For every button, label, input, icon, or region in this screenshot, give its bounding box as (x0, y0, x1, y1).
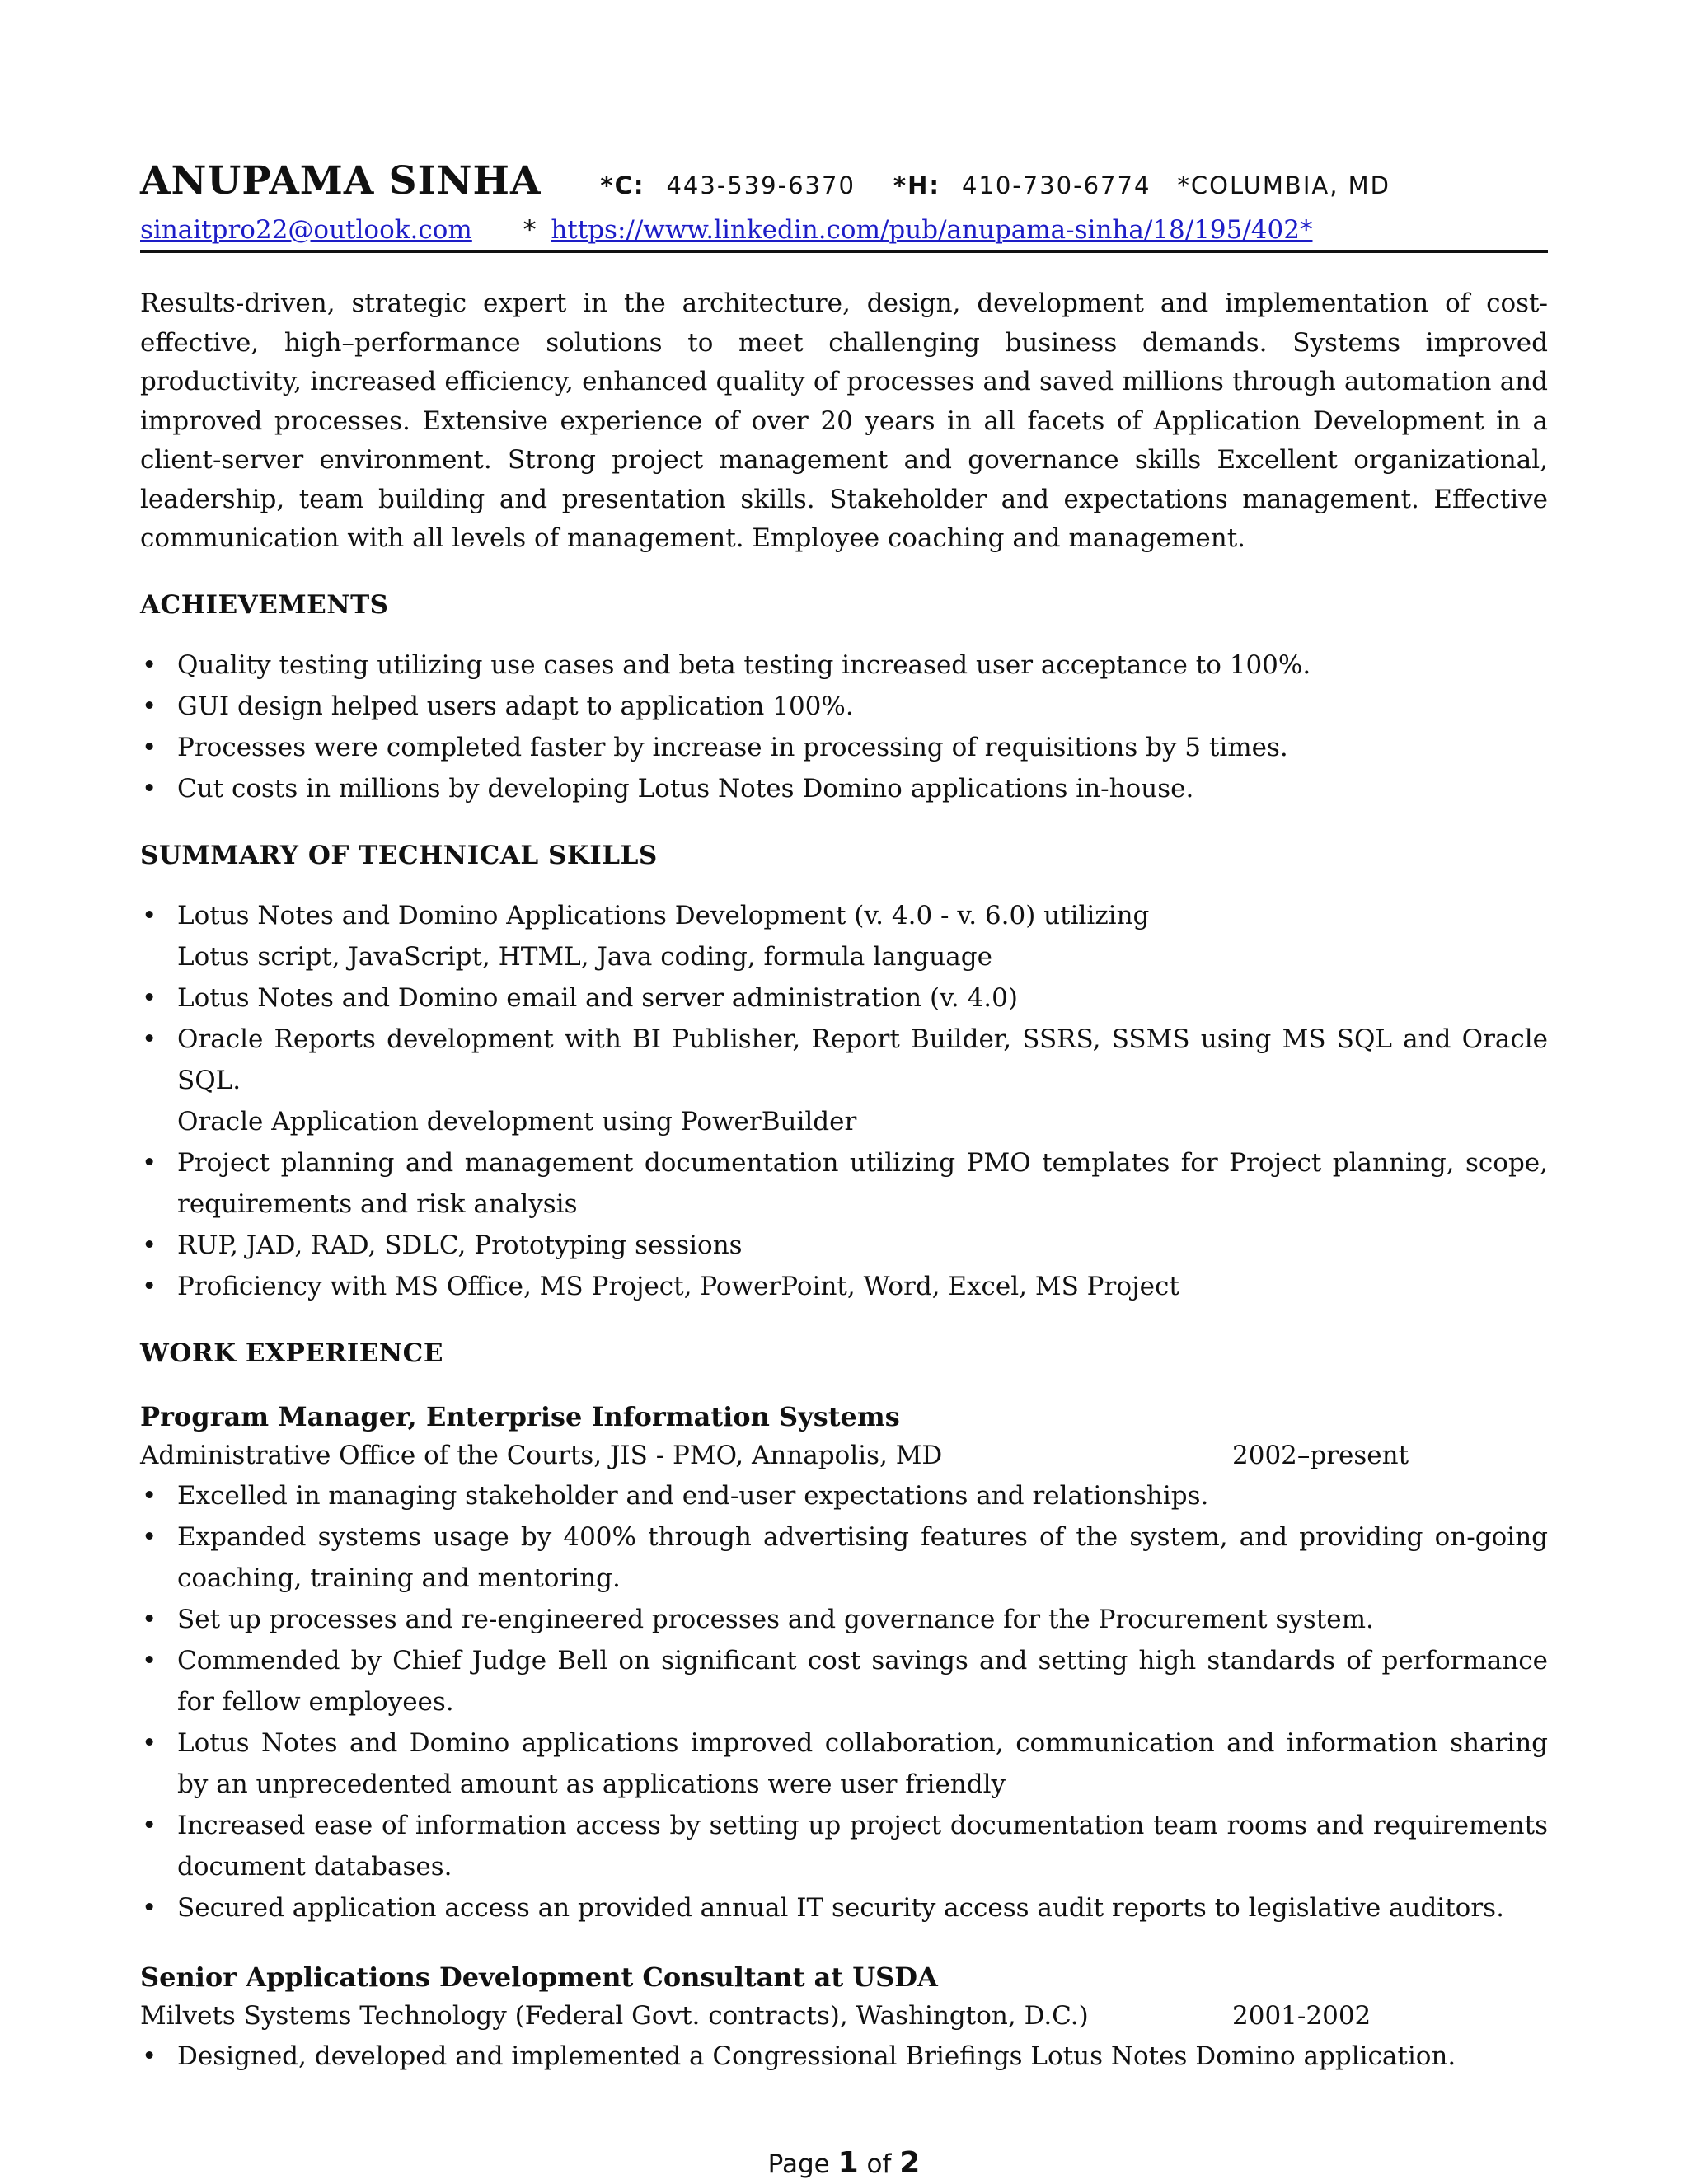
job-employer-line (140, 1996, 1548, 2036)
page-total: 2 (899, 2146, 921, 2180)
bullet-icon: • (142, 1024, 157, 1054)
page-current: 1 (837, 2146, 859, 2180)
bullet-icon: • (142, 1645, 157, 1675)
job-dates: 2001-2002 (1232, 2000, 1372, 2031)
bullet-icon: • (142, 1727, 157, 1758)
email-link[interactable]: sinaitpro22@outlook.com (140, 215, 472, 245)
cell-label: *C: (600, 171, 645, 199)
bullet-icon: • (142, 1892, 157, 1923)
job-duties-list (140, 1475, 1548, 1929)
location: *COLUMBIA, MD (1177, 171, 1390, 199)
list-item: • Set up processes and re-engineered processes and governance for the Procurement system. (140, 1599, 1548, 1640)
list-item: • GUI design helped users adapt to application 100%. (140, 686, 1548, 727)
list-item: • Lotus Notes and Domino Applications Development (v. 4.0 - v. 6.0) utilizing Lotus script, JavaScript, HTML, Java coding, formula language (140, 895, 1548, 977)
list-item: • Excelled in managing stakeholder and end-user expectations and relationships. (140, 1475, 1548, 1516)
bullet-icon: • (142, 691, 157, 721)
bullet-icon: • (142, 2041, 157, 2071)
list-item: • Project planning and management documentation utilizing PMO templates for Project planning, scope, requirements and risk analysis (140, 1142, 1548, 1225)
job-employer: Milvets Systems Technology (Federal Govt. contracts), Washington, D.C.) (140, 2000, 1089, 2031)
list-item: • Increased ease of information access by setting up project documentation team rooms and requirements document databases. (140, 1805, 1548, 1887)
list-item: • Lotus Notes and Domino email and server administration (v. 4.0) (140, 977, 1548, 1019)
job-employer-line (140, 1436, 1548, 1475)
header-contact-line (140, 158, 1548, 204)
bullet-icon: • (142, 773, 157, 804)
list-item: • Oracle Reports development with BI Publisher, Report Builder, SSRS, SSMS using MS SQL and Oracle SQL. Oracle Application development using PowerBuilder (140, 1019, 1548, 1142)
list-item: • Quality testing utilizing use cases and beta testing increased user acceptance to 100%. (140, 644, 1548, 686)
bullet-icon: • (142, 1271, 157, 1301)
list-item: • Processes were completed faster by increase in processing of requisitions by 5 times. (140, 727, 1548, 768)
bullet-icon: • (142, 1480, 157, 1511)
job-employer: Administrative Office of the Courts, JIS - PMO, Annapolis, MD (140, 1440, 943, 1470)
candidate-name: ANUPAMA SINHA (140, 158, 542, 204)
bullet-icon: • (142, 1810, 157, 1840)
bullet-icon: • (142, 1521, 157, 1552)
page-of: of (866, 2149, 892, 2179)
cell-phone: 443-539-6370 (666, 171, 856, 199)
skills-heading: SUMMARY OF TECHNICAL SKILLS (140, 840, 658, 870)
job-dates: 2002–present (1232, 1440, 1409, 1470)
bullet-icon: • (142, 900, 157, 930)
header-links-line (140, 215, 1548, 253)
achievements-list (140, 644, 1548, 809)
bullet-icon: • (142, 982, 157, 1013)
resume-content (140, 158, 1548, 2077)
list-item: • Secured application access an provided annual IT security access audit reports to legislative auditors. (140, 1887, 1548, 1929)
contact-info (600, 171, 1390, 199)
list-item: • Lotus Notes and Domino applications improved collaboration, communication and information sharing by an unprecedented amount as applications were user friendly (140, 1722, 1548, 1805)
linkedin-link[interactable]: https://www.linkedin.com/pub/anupama-sinha/18/195/402* (551, 215, 1313, 245)
home-label: *H: (893, 171, 940, 199)
list-item: • Commended by Chief Judge Bell on significant cost savings and setting high standards of performance for fellow employees. (140, 1640, 1548, 1722)
professional-summary: Results-driven, strategic expert in the architecture, design, development and implementation of cost-effective, high–performance solutions to meet challenging business demands. Systems improved productivity, increased efficiency, enhanced quality of processes and saved millions through automation and improved processes. Extensive experience of over 20 years in all facets of Application Development in a client-server environment. Strong project management and governance skills Excellent organizational, leadership, team building and presentation skills. Stakeholder and expectations management. Effective communication with all levels of management. Employee coaching and management. (140, 288, 1548, 553)
list-item: • Designed, developed and implemented a Congressional Briefings Lotus Notes Domino application. (140, 2036, 1548, 2077)
list-item: • RUP, JAD, RAD, SDLC, Prototyping sessions (140, 1225, 1548, 1266)
list-item: • Proficiency with MS Office, MS Project, PowerPoint, Word, Excel, MS Project (140, 1266, 1548, 1307)
bullet-icon: • (142, 1147, 157, 1178)
job-duties-list (140, 2036, 1548, 2077)
page-footer (0, 2146, 1688, 2180)
bullet-icon: • (142, 649, 157, 680)
bullet-icon: • (142, 1604, 157, 1634)
home-phone: 410-730-6774 (961, 171, 1151, 199)
link-separator: * (523, 215, 537, 245)
skills-list (140, 895, 1548, 1307)
bullet-icon: • (142, 732, 157, 762)
page-word: Page (767, 2149, 830, 2179)
achievements-heading: ACHIEVEMENTS (140, 589, 389, 620)
list-item: • Cut costs in millions by developing Lotus Notes Domino applications in-house. (140, 768, 1548, 809)
work-experience-heading: WORK EXPERIENCE (140, 1338, 443, 1368)
list-item: • Expanded systems usage by 400% through advertising features of the system, and providing on-going coaching, training and mentoring. (140, 1516, 1548, 1599)
job-title: Program Manager, Enterprise Information Systems (140, 1400, 900, 1432)
bullet-icon: • (142, 1230, 157, 1260)
job-title: Senior Applications Development Consultant at USDA (140, 1961, 938, 1993)
